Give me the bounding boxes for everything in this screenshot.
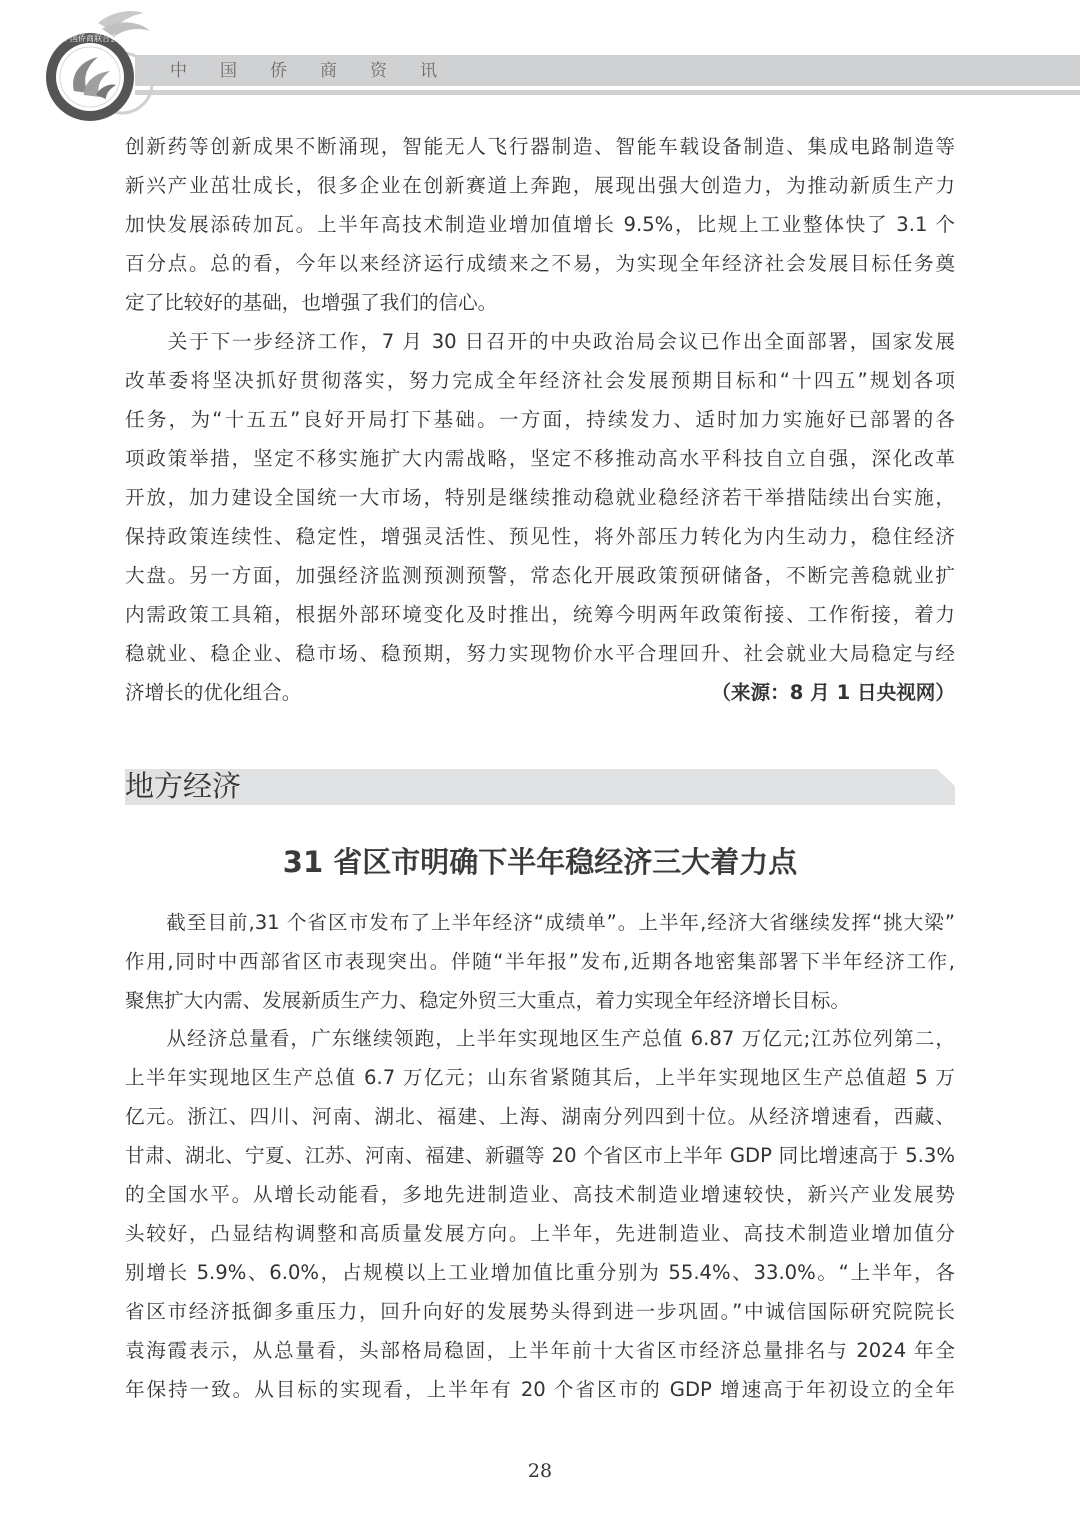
text-line: 别增长 5.9%、6.0%，占规模以上工业增加值比重分别为 55.4%、33.0%。“上半年，各	[125, 1261, 955, 1284]
text-line: 定了比较好的基础，也增强了我们的信心。	[125, 291, 498, 314]
text-line: 开放，加力建设全国统一大市场，特别是继续推动稳就业稳经济若干举措陆续出台实施，	[125, 486, 955, 509]
text-line: 保持政策连续性、稳定性，增强灵活性、预见性，将外部压力转化为内生动力，稳住经济	[125, 525, 955, 548]
text-line: 改革委将坚决抓好贯彻落实，努力完成全年经济社会发展预期目标和“十四五”规划各项	[125, 369, 955, 392]
article-source: （来源：8 月 1 日央视网）	[711, 681, 955, 704]
text-line: 稳就业、稳企业、稳市场、稳预期，努力实现物价水平合理回升、社会就业大局稳定与经	[125, 642, 955, 665]
text-line: 济增长的优化组合。	[125, 681, 302, 704]
text-line: 省区市经济抵御多重压力，回升向好的发展势头得到进一步巩固。”中诚信国际研究院院长	[125, 1300, 955, 1323]
text-line: 截至目前,31 个省区市发布了上半年经济“成绩单”。上半年,经济大省继续发挥“挑大梁”	[125, 911, 955, 934]
svg-text:中国侨商联合会: 中国侨商联合会	[62, 34, 118, 43]
text-line: 聚焦扩大内需、发展新质生产力、稳定外贸三大重点，着力实现全年经济增长目标。	[125, 989, 850, 1012]
text-line: 袁海霞表示，从总量看，头部格局稳固，上半年前十大省区市经济总量排名与 2024 年全	[125, 1339, 955, 1362]
text-line: 新兴产业茁壮成长，很多企业在创新赛道上奔跑，展现出强大创造力，为推动新质生产力	[125, 174, 955, 197]
page-number: 28	[527, 1460, 553, 1482]
text-line: 上半年实现地区生产总值 6.7 万亿元；山东省紧随其后，上半年实现地区生产总值超 5 万	[125, 1066, 955, 1089]
header-divider	[135, 90, 1080, 95]
text-line: 项政策举措，坚定不移实施扩大内需战略，坚定不移推动高水平科技自立自强，深化改革	[125, 447, 955, 470]
text-line: 作用,同时中西部省区市表现突出。伴随“半年报”发布,近期各地密集部署下半年经济工作,	[125, 950, 955, 973]
text-line: 从经济总量看，广东继续领跑，上半年实现地区生产总值 6.87 万亿元;江苏位列第二，	[125, 1027, 955, 1050]
text-line: 加快发展添砖加瓦。上半年高技术制造业增加值增长 9.5%，比规上工业整体快了 3.1 个	[125, 213, 955, 236]
text-line: 任务，为“十五五”良好开局打下基础。一方面，持续发力、适时加力实施好已部署的各	[125, 408, 955, 431]
text-line: 百分点。总的看，今年以来经济运行成绩来之不易，为实现全年经济社会发展目标任务奠	[125, 252, 955, 275]
text-line: 内需政策工具箱，根据外部环境变化及时推出，统筹今明两年政策衔接、工作衔接，着力	[125, 603, 955, 626]
publication-title: 中国侨商资讯	[170, 61, 470, 81]
text-line: 亿元。浙江、四川、河南、湖北、福建、上海、湖南分列四到十位。从经济增速看，西藏、	[125, 1105, 955, 1128]
text-line: 大盘。另一方面，加强经济监测预测预警，常态化开展政策预研储备，不断完善稳就业扩	[125, 564, 955, 587]
article-2-paragraph-2	[125, 1019, 955, 1409]
organization-logo-icon	[40, 5, 160, 125]
article-2-paragraph-1	[125, 903, 955, 1020]
section-title: 地方经济	[125, 769, 242, 803]
text-line: 的全国水平。从增长动能看，多地先进制造业、高技术制造业增速较快，新兴产业发展势	[125, 1183, 955, 1206]
text-line: 创新药等创新成果不断涌现，智能无人飞行器制造、智能车载设备制造、集成电路制造等	[125, 135, 955, 158]
article-1-paragraph-2	[125, 322, 955, 712]
section-header-band	[125, 769, 955, 805]
text-line: 关于下一步经济工作，7 月 30 日召开的中央政治局会议已作出全面部署，国家发展	[125, 330, 955, 353]
article-title: 31 省区市明确下半年稳经济三大着力点	[282, 845, 798, 879]
text-line: 头较好，凸显结构调整和高质量发展方向。上半年，先进制造业、高技术制造业增加值分	[125, 1222, 955, 1245]
text-line: 年保持一致。从目标的实现看，上半年有 20 个省区市的 GDP 增速高于年初设立的全年	[125, 1378, 955, 1401]
article-1-paragraph-1	[125, 127, 955, 322]
text-line: 甘肃、湖北、宁夏、江苏、河南、福建、新疆等 20 个省区市上半年 GDP 同比增速高于 5.3%	[125, 1144, 955, 1167]
